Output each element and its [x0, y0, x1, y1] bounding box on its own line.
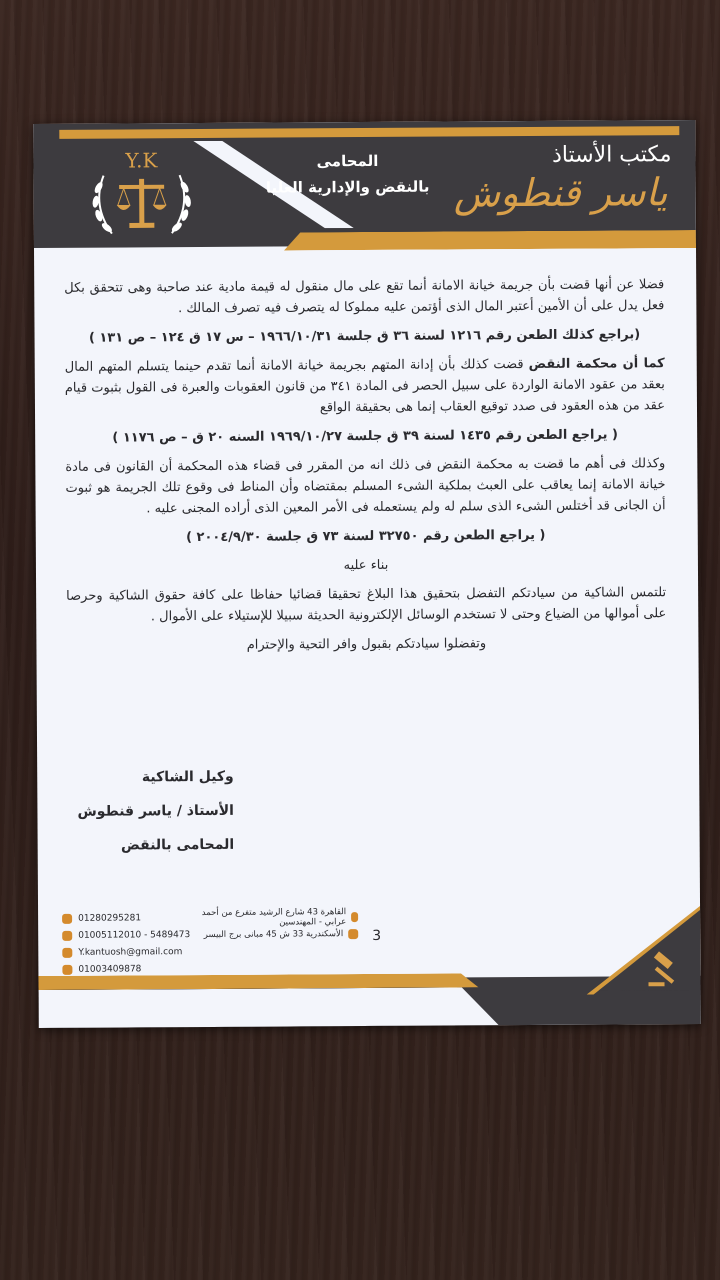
header-accent-band — [284, 230, 696, 251]
signature-line-1: وكيل الشاكية — [141, 768, 234, 786]
signature-block — [77, 769, 234, 872]
address-list — [198, 908, 358, 943]
paragraph-2-lead: كما أن محكمة النقض — [528, 356, 665, 373]
letter-body — [64, 274, 666, 657]
scales-logo-icon — [81, 145, 202, 246]
footer-light-shape — [39, 987, 499, 1028]
phone-icon — [62, 964, 72, 974]
basis-heading: بناء عليه — [343, 557, 389, 574]
contact-phone-1: 01280295281 — [62, 909, 190, 927]
lawyer-role: المحامى — [316, 151, 379, 171]
closing-line: وتفضلوا سيادتكم بقبول وافر التحية والإحترام — [246, 636, 487, 653]
paragraph-3: وكذلك فى أهم ما قضت به محكمة النقض فى ذلك انه من المقرر فى قضاء هذه المحكمة أن القانون فى مادة خيانة الامانة إنما يعاقب على العبث بملكية الشىء المسلم بمقتضاه وأن المناط فى وقوع تلك الجريمة هو ثبوت أن الجانى قد أختلس الشىء الذى سلم له ولم يستعمله فى الأمر المعين الذى أراده المجنى عليه . — [65, 456, 666, 517]
phone-icon — [62, 913, 72, 923]
logo-text: Y.K — [125, 148, 158, 173]
contact-phone-3: 01003409878 — [62, 960, 190, 978]
contact-list — [62, 909, 190, 978]
citation-1: (براجع كذلك الطعن رقم ١٢١٦ لسنة ٣٦ ق جلسة ١٩٦٦/١٠/٣١ – س ١٧ ق ١٢٤ – ص ١٣١ ) — [88, 327, 641, 346]
lawyer-name-heading: ياسر قنطوش — [453, 170, 668, 216]
citation-3: ( يراجع الطعن رقم ٣٢٧٥٠ لسنة ٧٣ ق جلسة ٢٠٠٤/٩/٣٠ ) — [186, 527, 546, 546]
paragraph-1: فضلا عن أنها قضت بأن جريمة خيانة الامانة أنما تقع على مال منقول له قيمة مادية عند صاحبة وهى تتحقق بكل فعل يدل على أن الأمين أعتبر المال الذى أؤتمن عليه مملوكا له يتصرف فيه تصرف المالك . — [64, 277, 665, 317]
location-icon — [351, 912, 358, 922]
paragraph-4: تلتمس الشاكية من سيادتكم التفضل بتحقيق هذا البلاغ تحقيقا قضائيا حفاظا على كافة حقوق الشاكية وحرصا على أموالها من الضياع وحتى لا تستخدم الوسائل الإلكترونية الحديثة سبيلا للإستيلاء على الأموال . — [66, 585, 667, 625]
signature-line-3: المحامى بالنقض — [120, 836, 235, 854]
citation-2: ( يراجع الطعن رقم ١٤٣٥ لسنة ٣٩ ق جلسة ١٩٦٩/١٠/٢٧ السنه ٢٠ ق – ص ١١٧٦ ) — [112, 427, 618, 446]
contact-email: Y.kantuosh@gmail.com — [62, 943, 190, 961]
paragraph-2-text: قضت كذلك بأن إدانة المتهم بجريمة خيانة الامانة أنما تقدم حينما يتسلم المتهم المال بعقد من عقود الامانة الواردة على سبيل الحصر فى المادة ٣٤١ من قانون العقوبات والعبرة فى القول بثبوت قيام عقد من هذه العقود فى صدد توقيع العقاب إنما هى بحقيقة الواقع — [64, 357, 666, 416]
lawyer-specialty: بالنقض والإدارية العليا — [265, 177, 430, 197]
footer-accent-band — [38, 973, 478, 990]
paragraph-2 — [65, 353, 665, 420]
address-cairo: القاهرة 43 شارع الرشيد متفرع من أحمد عرابي - المهندسين — [198, 908, 358, 926]
office-title: مكتب الأستاذ — [551, 142, 672, 168]
signature-line-2: الأستاذ / ياسر قنطوش — [77, 802, 234, 820]
document-page — [33, 120, 701, 1028]
page-number: 3 — [372, 927, 382, 944]
location-icon — [348, 929, 358, 939]
contact-phone-2: 01005112010 - 5489473 — [62, 926, 190, 944]
email-icon — [62, 947, 72, 957]
phone-icon — [62, 930, 72, 940]
address-alexandria: الأسكندرية 33 ش 45 مبانى برج البيسر — [198, 925, 358, 943]
gavel-icon — [644, 950, 684, 990]
